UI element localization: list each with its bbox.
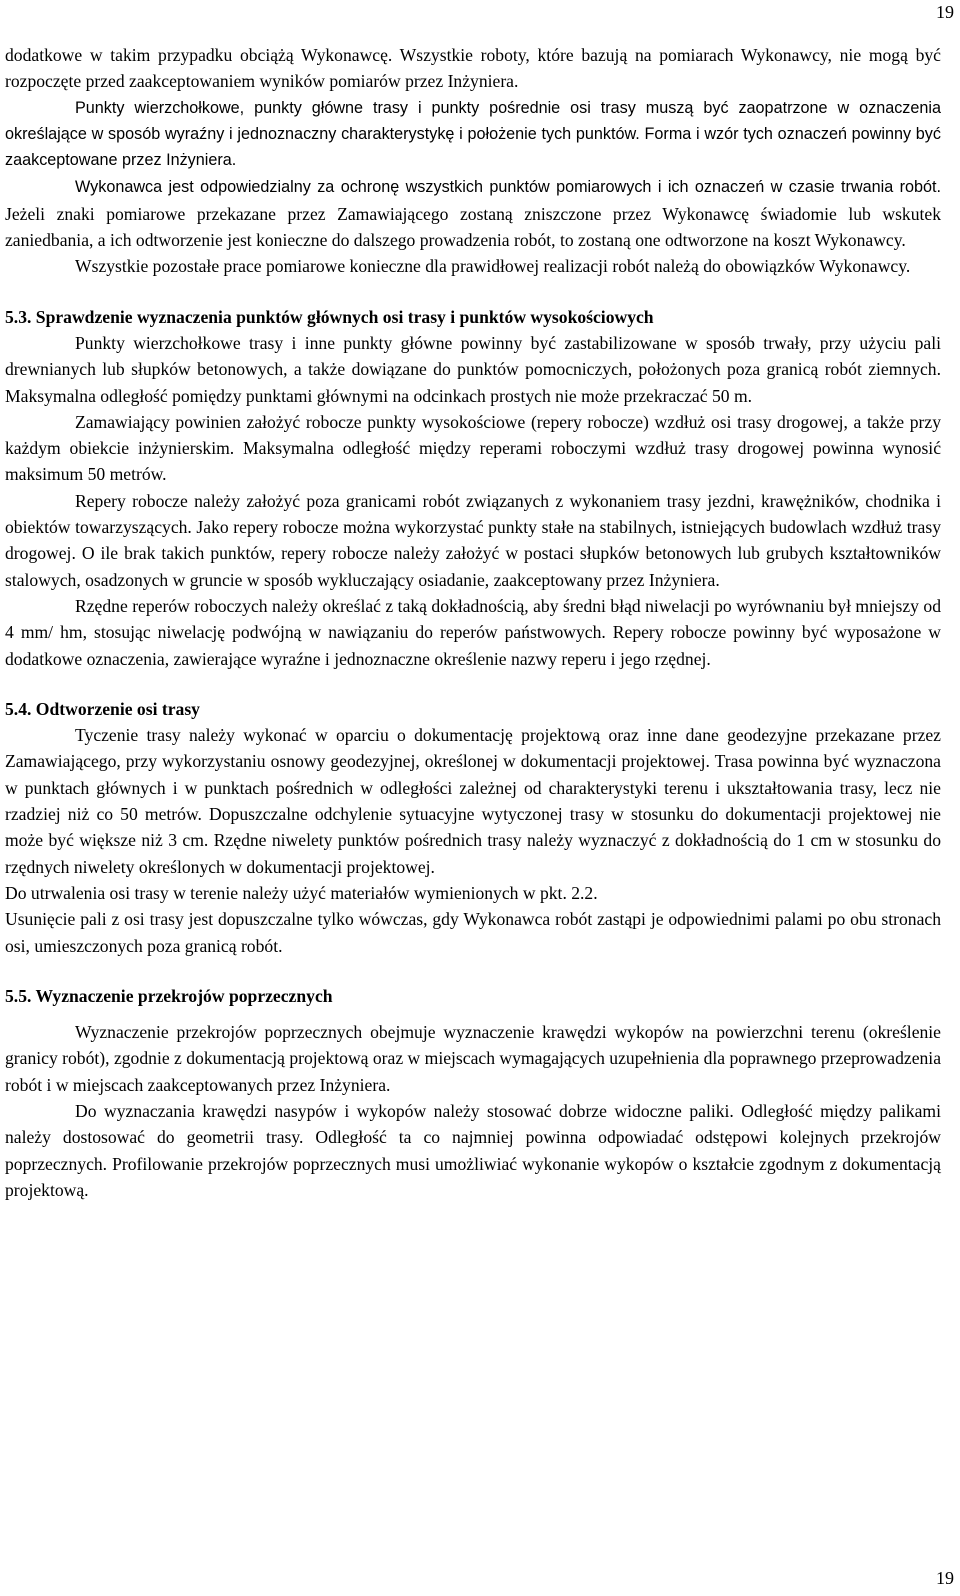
paragraph: Wyznaczenie przekrojów poprzecznych obejmuje wyznaczenie krawędzi wykopów na powierzchni terenu (określenie granicy robót), zgodnie z dokumentacją projektową oraz w miejscach wymagających uzupełnienia dla poprawnego przeprowadzenia robót i w miejscach zaakceptowanych przez Inżyniera. <box>5 1022 941 1095</box>
page-number-top: 19 <box>936 2 954 22</box>
paragraph: Do wyznaczania krawędzi nasypów i wykopów należy stosować dobrze widoczne paliki. Odległość między palikami należy dostosować do geometrii trasy. Odległość ta co najmniej powinna odpowiadać odstępowi kolejnych przekrojów poprzecznych. Profilowanie przekrojów poprzecznych musi umożliwiać wykonanie wykopów o kształcie zgodnym z dokumentacją projektową. <box>5 1100 941 1200</box>
paragraph <box>5 173 941 253</box>
page-number-bottom: 19 <box>936 1568 954 1588</box>
paragraph: dodatkowe w takim przypadku obciążą Wykonawcę. Wszystkie roboty, które bazują na pomiarach Wykonawcy, nie mogą być rozpoczęte przed zaakceptowaniem wyników pomiarów przez Inżyniera. <box>5 45 941 92</box>
paragraph: Zamawiający powinien założyć robocze punkty wysokościowe (repery robocze) wzdłuż osi trasy drogowej, a także przy każdym obiekcie inżynierskim. Maksymalna odległość między reperami roboczymi wzdłuż trasy drogowej powinna wynosić maksimum 50 metrów. <box>5 411 941 485</box>
section-heading-5-5: 5.5. Wyznaczenie przekrojów poprzecznych <box>5 985 333 1006</box>
paragraph: Punkty wierzchołkowe, punkty główne trasy i punkty pośrednie osi trasy muszą być zaopatrzone w oznaczenia określające w sposób wyraźny i jednoznaczny charakterystykę i położenie tych punktów. Forma i wzór tych oznaczeń powinny być zaakceptowane przez Inżyniera. <box>5 98 941 170</box>
paragraph: Do utrwalenia osi trasy w terenie należy użyć materiałów wymienionych w pkt. 2.2. <box>5 882 598 903</box>
section-heading-5-3: 5.3. Sprawdzenie wyznaczenia punktów głównych osi trasy i punktów wysokościowych <box>5 306 654 327</box>
paragraph: Rzędne reperów roboczych należy określać z taką dokładnością, aby średni błąd niwelacji po wyrównaniu był mniejszy od 4 mm/ hm, stosując niwelację podwójną w nawiązaniu do reperów państwowych. Repery robocze powinny być wyposażone w dodatkowe oznaczenia, zawierające wyraźne i jednoznaczne określenie nazwy reperu i jego rzędnej. <box>5 595 941 669</box>
document-body <box>5 42 941 1203</box>
paragraph: Punkty wierzchołkowe trasy i inne punkty główne powinny być zastabilizowane w sposób trwały, przy użyciu pali drewnianych lub słupków betonowych, a także dowiązane do punktów pomocniczych, położonych poza granicą robót ziemnych. Maksymalna odległość pomiędzy punktami głównymi na odcinkach prostych nie może przekraczać 50 m. <box>5 332 941 406</box>
paragraph-part: Wykonawca jest odpowiedzialny za ochronę wszystkich punktów pomiarowych i ich oznaczeń w czasie trwania robót. <box>75 178 941 197</box>
paragraph: Tyczenie trasy należy wykonać w oparciu o dokumentację projektową oraz inne dane geodezyjne przekazane przez Zamawiającego, przy wykorzystaniu osnowy geodezyjnej, określonej w dokumentacji projektowej. Trasa powinna być wyznaczona w punktach głównych i w punktach pośrednich w odległości zależnej od charakterystyki terenu i ukształtowania trasy, lecz nie rzadziej niż co 50 metrów. Dopuszczalne odchylenie sytuacyjne wytyczonej trasy w stosunku do dokumentacji projektowej nie może być większe niż 3 cm. Rzędne niwelety punktów pośrednich trasy należy wyznaczyć z dokładnością do 1 cm w stosunku do rzędnych niwelety określonych w dokumentacji projektowej. <box>5 725 941 877</box>
paragraph-part: Jeżeli znaki pomiarowe przekazane przez Zamawiającego zostaną zniszczone przez Wykonawcę świadomie lub wskutek zaniedbania, a ich odtworzenie jest konieczne do dalszego prowadzenia robót, to zostaną one odtworzone na koszt Wykonawcy. <box>5 203 941 251</box>
paragraph: Wszystkie pozostałe prace pomiarowe konieczne dla prawidłowej realizacji robót należą do obowiązków Wykonawcy. <box>75 256 911 277</box>
paragraph: Repery robocze należy założyć poza granicami robót związanych z wykonaniem trasy jezdni, krawężników, chodnika i obiektów towarzyszących. Jako repery robocze można wykorzystać punkty stałe na stabilnych, istniejących budowlach wzdłuż trasy drogowej. O ile brak takich punktów, repery robocze należy założyć w postaci słupków betonowych lub grubych kształtowników stalowych, osadzonych w gruncie w sposób wykluczający osiadanie, zaakceptowany przez Inżyniera. <box>5 490 941 590</box>
paragraph: Usunięcie pali z osi trasy jest dopuszczalne tylko wówczas, gdy Wykonawca robót zastąpi je odpowiednimi palami po obu stronach osi, umieszczonych poza granicą robót. <box>5 909 941 956</box>
section-heading-5-4: 5.4. Odtworzenie osi trasy <box>5 698 200 719</box>
